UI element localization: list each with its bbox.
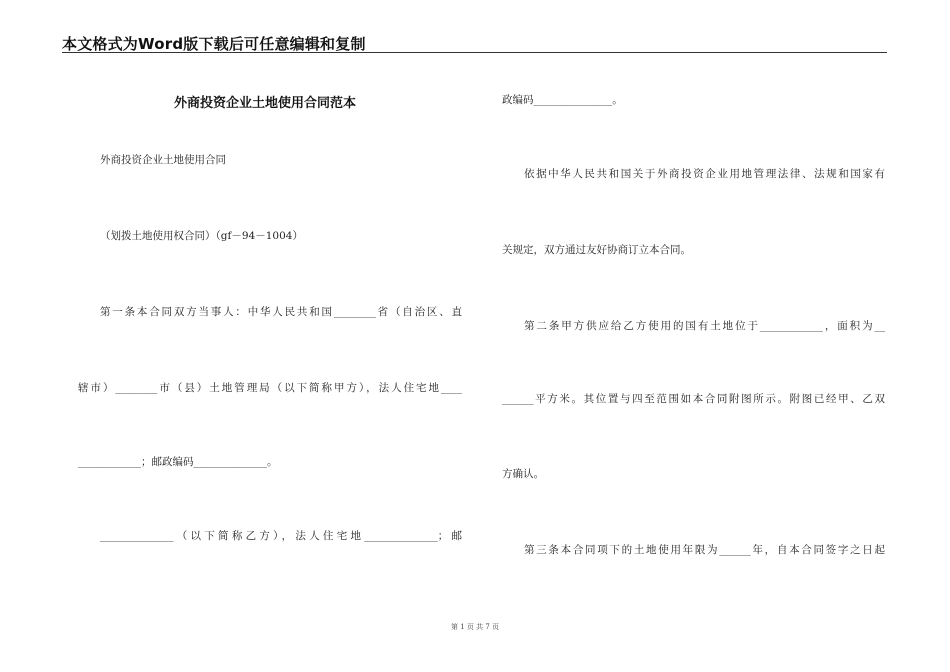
document-title: 外商投资企业土地使用合同范本 [173, 96, 356, 111]
download-banner: 本文格式为Word版下载后可任意编辑和复制 [62, 35, 366, 53]
text-line: （划拨土地使用权合同）（gf－94－1004） [100, 230, 303, 242]
text-line: 第三条本合同项下的土地使用年限为______年，自本合同签字之日起 [524, 544, 885, 556]
text-line: ____________；邮政编码______________。 [78, 456, 278, 468]
header-divider [62, 52, 887, 53]
text-line: 政编码_______________。 [502, 94, 623, 106]
text-line: 外商投资企业土地使用合同 [100, 154, 226, 166]
text-line: 方确认。 [502, 468, 544, 480]
text-line: 第一条本合同双方当事人：中华人民共和国________省（自治区、直 [100, 306, 462, 318]
text-line: 关规定，双方通过友好协商订立本合同。 [502, 244, 691, 256]
page-number: 第 1 页 共 7 页 [450, 623, 500, 631]
text-line: ______平方米。其位置与四至范围如本合同附图所示。附图已经甲、乙双 [502, 393, 885, 405]
text-line: 第二条甲方供应给乙方使用的国有土地位于____________，面积为__ [524, 320, 885, 332]
text-line: 依据中华人民共和国关于外商投资企业用地管理法律、法规和国家有 [524, 168, 885, 180]
text-line: 辖市）________市（县）土地管理局（以下简称甲方），法人住宅地____ [78, 382, 462, 394]
text-line: ______________（以下简称乙方），法人住宅地______________；邮 [100, 530, 462, 542]
